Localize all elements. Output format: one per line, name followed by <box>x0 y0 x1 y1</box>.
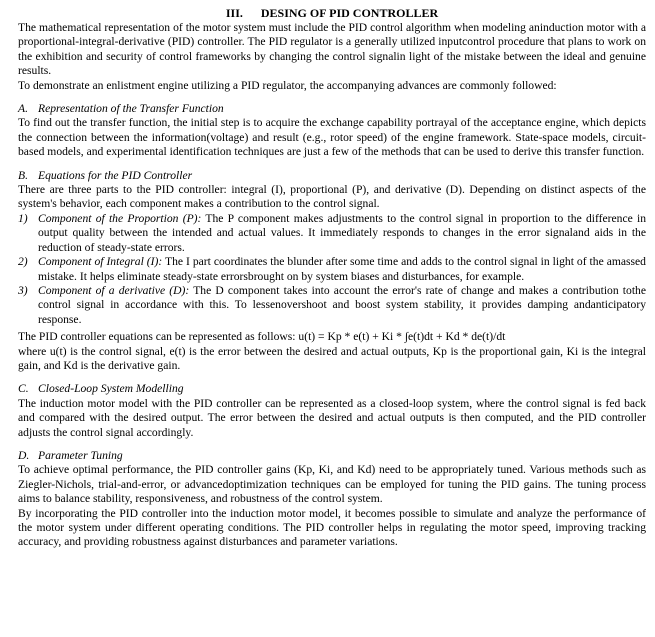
list-item-marker: 2) <box>18 255 28 269</box>
section-heading <box>18 5 646 21</box>
list-item-text: The P component makes adjustments to the control signal in proportion to the difference in output quality between the intended and actual values. It immediately responds to changes in the error signaland aids in the reduction of steady-state errors. <box>38 211 646 254</box>
pid-component-list <box>18 212 646 327</box>
section-title: DESING OF PID CONTROLLER <box>260 6 439 20</box>
subsection-c-title: Closed-Loop System Modelling <box>38 382 184 396</box>
subsection-d-title: Parameter Tuning <box>38 448 123 462</box>
list-item-lead: Component of Integral (I): <box>38 255 163 269</box>
subsection-d <box>18 449 646 550</box>
pid-equation: The PID controller equations can be represented as follows: u(t) = Kp * e(t) + Ki * ∫e(t)dt + Kd * de(t)/dt <box>18 330 506 344</box>
subsection-c-heading <box>18 382 646 396</box>
list-item-lead: Component of a derivative (D): <box>38 283 190 297</box>
subsection-c-body: The induction motor model with the PID controller can be represented as a closed-loop system, where the control signal is fed back and compared with the desired output. The error between the desired and actual outputs is then computed, and the PID controller adjusts the control signal accordingly. <box>18 396 646 439</box>
closing-paragraph: By incorporating the PID controller into the induction motor model, it becomes possible to simulate and analyze the performance of the motor system under different operating conditions. The PID controller helps in regulating the motor speed, improving tracking accuracy, and providing robustness against disturbances and parameter variations. <box>18 506 646 549</box>
list-item-lead: Component of the Proportion (P): <box>38 211 202 225</box>
equation-explanation: where u(t) is the control signal, e(t) is the error between the desired and actual outputs, Kp is the proportional gain, Ki is the integral gain, and Kd is the derivative gain. <box>18 344 646 372</box>
subsection-a-letter: A. <box>18 102 28 116</box>
list-item-marker: 1) <box>18 211 28 225</box>
subsection-b-letter: B. <box>18 168 28 182</box>
subsection-d-letter: D. <box>18 448 30 462</box>
subsection-c-letter: C. <box>18 382 29 396</box>
subsection-d-heading <box>18 449 646 463</box>
list-item-marker: 3) <box>18 283 28 297</box>
list-item-text: The I part coordinates the blunder after some time and adds to the control signal in light of the amassed mistake. It helps eliminate steady-state errorsbrought on by system biases and disturbances, for example. <box>38 255 646 283</box>
subsection-b <box>18 169 646 374</box>
list-item <box>18 212 646 255</box>
list-item-text: The D component takes into account the error's rate of change and makes a contribution tothe control signal in accordance with this. To lessenovershoot and boost system stability, it provides damping andanticipatory response. <box>38 283 646 326</box>
list-item <box>18 284 646 327</box>
list-item <box>18 255 646 284</box>
subsection-a-title: Representation of the Transfer Function <box>38 102 224 116</box>
subsection-a <box>18 102 646 160</box>
subsection-d-body: To achieve optimal performance, the PID controller gains (Kp, Ki, and Kd) need to be appropriately tuned. Various methods such as Ziegler-Nichols, trial-and-error, or advancedoptimization techniques can be employed for tuning the PID gains. The tuning process aims to balance stability, responsiveness, and robustness of the control system. <box>18 463 646 506</box>
subsection-c <box>18 382 646 440</box>
subsection-b-title: Equations for the PID Controller <box>38 168 193 182</box>
section-number: III. <box>225 6 243 20</box>
subsection-b-body: There are three parts to the PID controller: integral (I), proportional (P), and derivative (D). Depending on distinct aspects of the system's behavior, each component makes a contribution to the control signal. <box>18 183 646 211</box>
intro-paragraph: The mathematical representation of the motor system must include the PID control algorithm when modeling aninduction motor with a proportional-integral-derivative (PID) controller. The PID regulator is a generally utilized inputcontrol procedure that plans to work on the exhibition and security of control frameworks by changing the control signalin light of the mistake between the ideal and genuine results. <box>18 21 646 78</box>
subsection-a-body: To find out the transfer function, the initial step is to acquire the exchange capability portrayal of the acceptance engine, which depicts the connection between the information(voltage) and result (e.g., rotor speed) of the engine framework. State-space models, circuit-based models, and experimental identification techniques are just a few of the methods that can be used to derive this transfer function. <box>18 116 646 159</box>
subsection-a-heading <box>18 102 646 116</box>
intro-paragraph-2: To demonstrate an enlistment engine utilizing a PID regulator, the accompanying advances are commonly followed: <box>18 78 557 92</box>
subsection-b-heading <box>18 169 646 183</box>
